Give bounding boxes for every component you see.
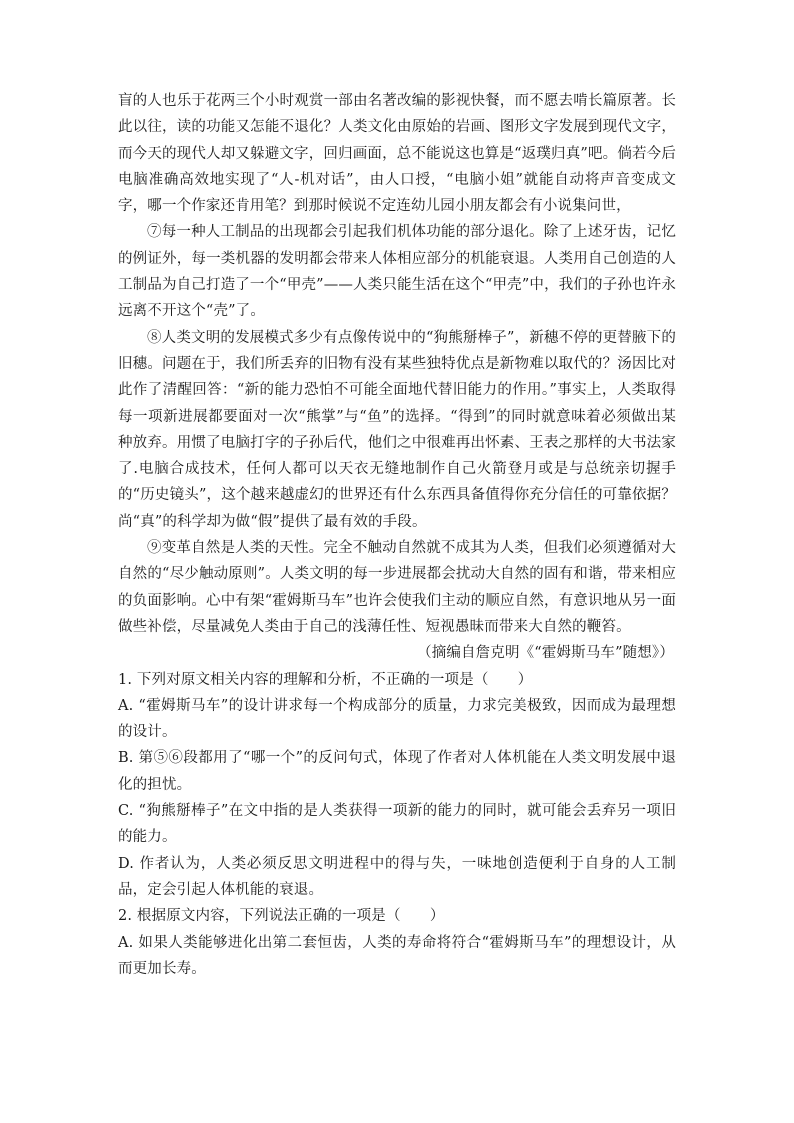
question-1-option-b: B. 第⑤⑥段都用了“哪一个”的反问句式，体现了作者对人体机能在人类文明发展中退化的担忧。 — [118, 750, 676, 793]
article-paragraph-9: ⑨变革自然是人类的天性。完全不触动自然就不成其为人类，但我们必须遵循对大自然的“尽少触动原则”。人类文明的每一步进展都会扰动大自然的固有和谐，带来相应的负面影响。心中有架“霍姆斯马车”也许会使我们主动的顺应自然，有意识地从另一面做些补偿，尽量减免人类由于自己的浅薄任性、短视愚昧而带来大自然的鞭笞。 — [118, 540, 676, 635]
exam-page — [118, 88, 676, 982]
article-paragraph-continuation: 盲的人也乐于花两三个小时观赏一部由名著改编的影视快餐，而不愿去啃长篇原著。长此以往，读的功能又怎能不退化？人类文化由原始的岩画、图形文字发展到现代文字，而今天的现代人却又躲避文字，回归画面，总不能说这也算是“返璞归真”吧。倘若今后电脑准确高效地实现了“人-机对话”，由人口授，“电脑小姐”就能自动将声音变成文字，哪一个作家还肯用笔？到那时候说不定连幼儿园小朋友都会有小说集问世， — [118, 93, 676, 215]
question-2-stem: 2. 根据原文内容，下列说法正确的一项是（ ） — [118, 908, 445, 925]
question-1-stem: 1. 下列对原文相关内容的理解和分析，不正确的一项是（ ） — [118, 671, 533, 688]
article-paragraph-8: ⑧人类文明的发展模式多少有点像传说中的“狗熊掰棒子”，新穗不停的更替腋下的旧穗。问题在于，我们所丢弃的旧物有没有某些独特优点是新物难以取代的？汤因比对此作了清醒回答：“新的能力恐怕不可能全面地代替旧能力的作用。”事实上，人类取得每一项新进展都要面对一次“熊掌”与“鱼”的选择。“得到”的同时就意味着必须做出某种放弃。用惯了电脑打字的子孙后代，他们之中很难再出怀素、王表之那样的大书法家了.电脑合成技术，任何人都可以天衣无缝地制作自己火箭登月或是与总统亲切握手的“历史镜头”，这个越来越虚幻的世界还有什么东西具备值得你充分信任的可靠依据？尚“真”的科学却为做“假”提供了最有效的手段。 — [118, 329, 676, 530]
question-1-option-a: A. “霍姆斯马车”的设计讲求每一个构成部分的质量，力求完美极致，因而成为最理想的设计。 — [118, 697, 676, 741]
question-1-option-c: C. “狗熊掰棒子”在文中指的是人类获得一项新的能力的同时，就可能会丢弃另一项旧的能力。 — [118, 803, 676, 846]
article-paragraph-7: ⑦每一种人工制品的出现都会引起我们机体功能的部分退化。除了上述牙齿，记忆的例证外，每一类机器的发明都会带来人体相应部分的机能衰退。人类用自己创造的人工制品为自己打造了一个“甲壳”——人类只能生活在这个“甲壳”中，我们的子孙也许永远离不开这个“壳”了。 — [118, 224, 676, 320]
question-1-option-d: D. 作者认为，人类必须反思文明进程中的得与失，一味地创造便利于自身的人工制品，定会引起人体机能的衰退。 — [118, 855, 676, 898]
question-2 — [118, 903, 676, 982]
question-2-option-a: A. 如果人类能够进化出第二套恒齿，人类的寿命将符合“霍姆斯马车”的理想设计，从而更加长寿。 — [118, 934, 676, 977]
question-1 — [118, 667, 676, 904]
article-source: （摘编自詹克明《“霍姆斯马车”随想》） — [417, 645, 674, 662]
